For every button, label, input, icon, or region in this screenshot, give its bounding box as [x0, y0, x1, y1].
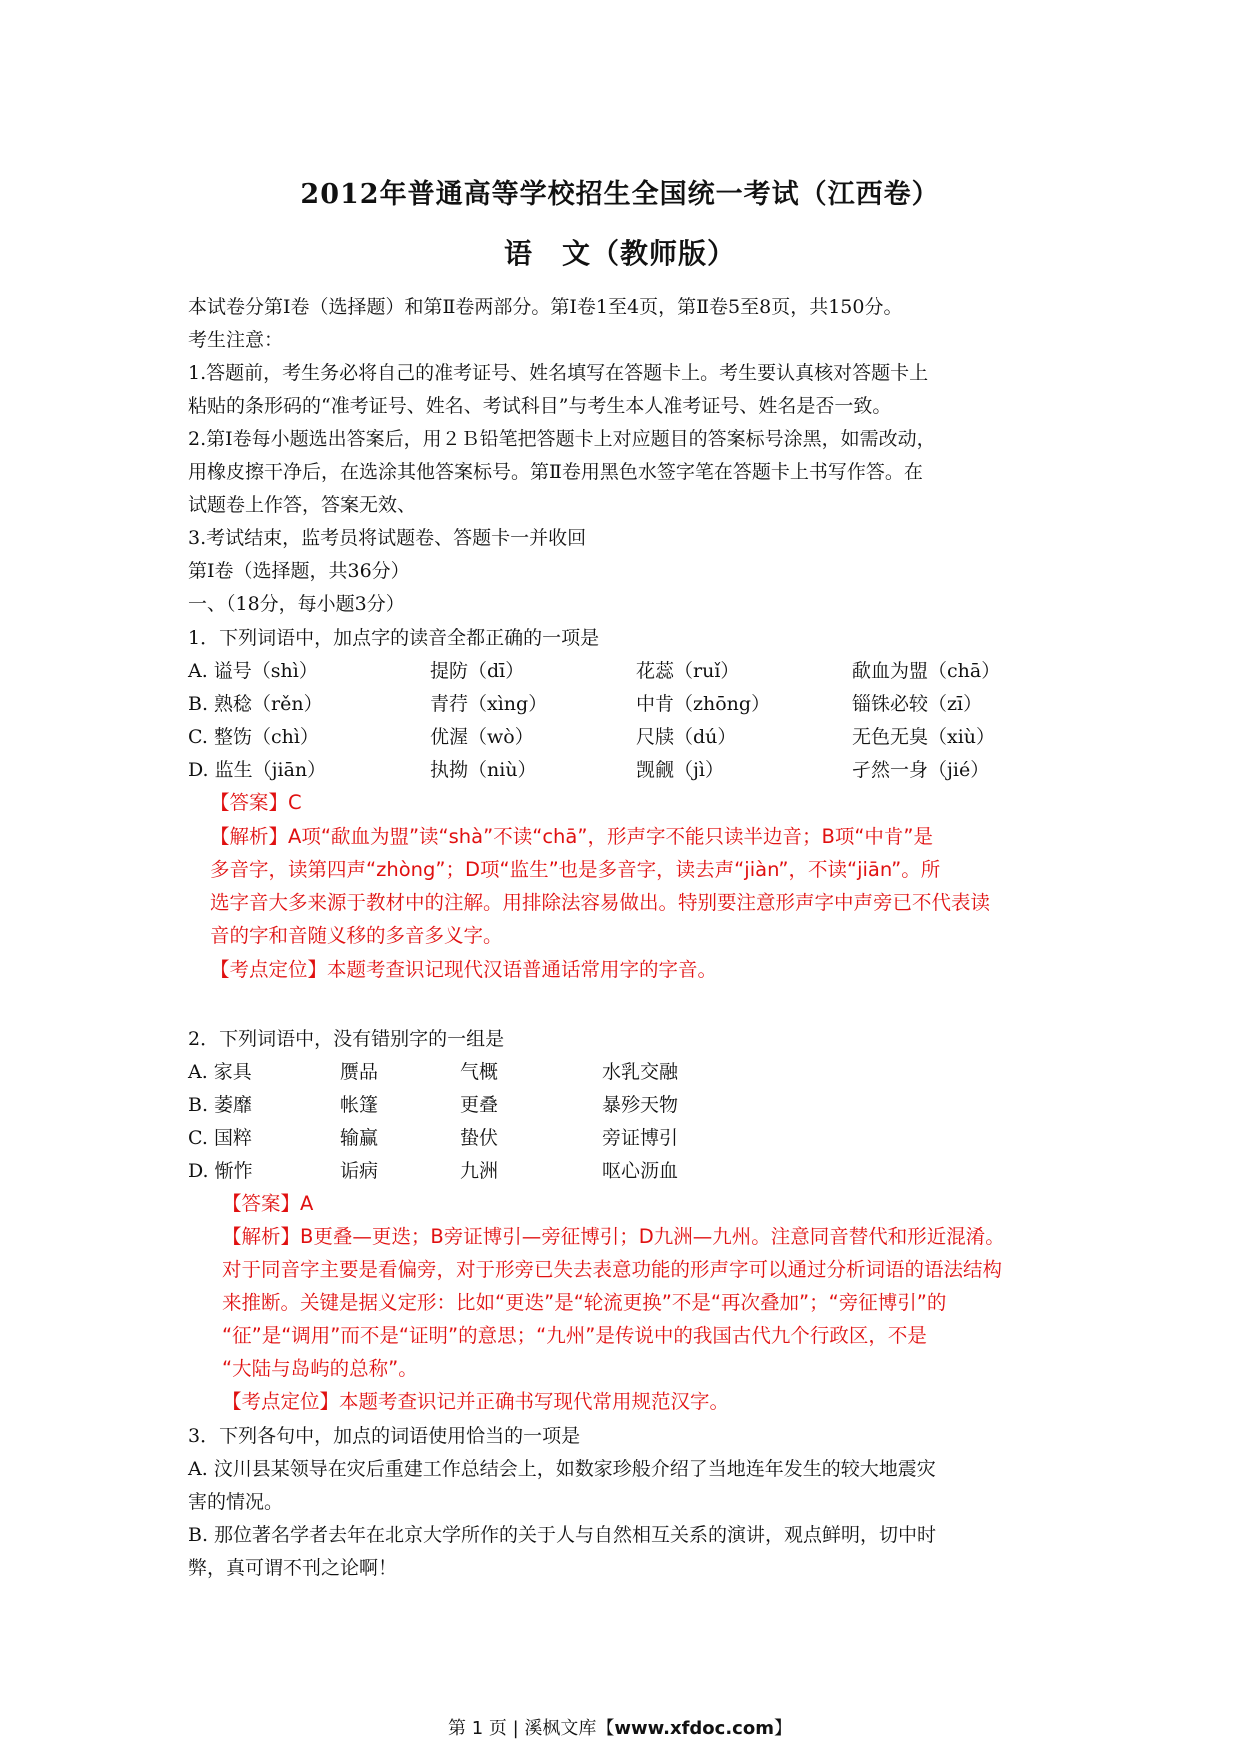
option-cell: A. 谥号（shì）	[188, 660, 318, 682]
footer-page-label: 第 1 页 | 溪枫文库【	[448, 1718, 615, 1739]
exam-subtitle: 语 文（教师版）	[503, 237, 736, 270]
option-cell: 水乳交融	[602, 1061, 679, 1083]
option-line: 弊，真可谓不刊之论啊！	[188, 1557, 398, 1579]
option-cell: B. 萎靡	[188, 1094, 253, 1116]
option-cell: 歃血为盟（chā）	[852, 660, 1001, 682]
intro-line: 用橡皮擦干净后，在选涂其他答案标号。第Ⅱ卷用黑色水签字笔在答题卡上书写作答。在	[188, 461, 923, 483]
section-heading: 一、（18分，每小题3分）	[188, 593, 405, 615]
option-cell: 尺牍（dú）	[636, 726, 737, 748]
option-cell: 优渥（wò）	[430, 726, 534, 748]
analysis-line: “大陆与岛屿的总称”。	[222, 1357, 418, 1380]
analysis-line: 来推断。关键是据义定形：比如“更迭”是“轮流更换”不是“再次叠加”；“旁征博引”的	[222, 1291, 947, 1314]
option-cell: 锱铢必较（zī）	[852, 693, 983, 715]
option-cell: A. 家具	[188, 1061, 252, 1083]
option-cell: 中肯（zhōng）	[636, 693, 771, 715]
option-cell: 九洲	[460, 1160, 499, 1182]
option-cell: C. 整饬（chì）	[188, 726, 319, 748]
footer-url[interactable]: www.xfdoc.com	[614, 1718, 774, 1739]
intro-line: 2.第Ⅰ卷每小题选出答案后，用２Ｂ铅笔把答题卡上对应题目的答案标号涂黑，如需改动，	[188, 428, 936, 450]
option-cell: 呕心沥血	[602, 1160, 679, 1182]
option-cell: D. 惭怍	[188, 1160, 253, 1182]
option-cell: 气概	[460, 1061, 499, 1083]
key-point: 【考点定位】本题考查识记并正确书写现代常用规范汉字。	[222, 1390, 730, 1413]
option-cell: 暴殄天物	[602, 1094, 679, 1116]
option-cell: 提防（dī）	[430, 660, 525, 682]
analysis-line: 【解析】B更叠—更迭；B旁证博引—旁征博引；D九洲—九州。注意同音替代和形近混淆。	[222, 1225, 1005, 1248]
exam-title: 2012年普通高等学校招生全国统一考试（江西卷）	[300, 179, 940, 210]
option-cell: C. 国粹	[188, 1127, 252, 1149]
option-line: B. 那位著名学者去年在北京大学所作的关于人与自然相互关系的演讲，观点鲜明，切中时	[188, 1524, 937, 1546]
intro-line: 粘贴的条形码的“准考证号、姓名、考试科目”与考生本人准考证号、姓名是否一致。	[188, 395, 892, 417]
answer-text: 【答案】C	[210, 791, 302, 814]
option-cell: 诟病	[340, 1160, 379, 1182]
intro-line: 3.考试结束，监考员将试题卷、答题卡一并收回	[188, 527, 587, 549]
option-cell: 蛰伏	[460, 1127, 499, 1149]
intro-line: 考生注意：	[188, 329, 284, 351]
analysis-line: 多音字，读第四声“zhòng”；D项“监生”也是多音字，读去声“jiàn”，不读“jiān”。所	[210, 858, 941, 881]
key-point: 【考点定位】本题考查识记现代汉语普通话常用字的字音。	[210, 958, 718, 981]
option-line: A. 汶川县某领导在灾后重建工作总结会上，如数家珍般介绍了当地连年发生的较大地震灾	[188, 1458, 936, 1480]
option-cell: 青荇（xìng）	[430, 693, 548, 715]
option-cell: 赝品	[340, 1061, 379, 1083]
section-heading: 第Ⅰ卷（选择题，共36分）	[188, 560, 410, 582]
intro-line: 试题卷上作答，答案无效、	[188, 494, 417, 516]
intro-line: 1.答题前，考生务必将自己的准考证号、姓名填写在答题卡上。考生要认真核对答题卡上	[188, 362, 929, 384]
analysis-line: 【解析】A项“歃血为盟”读“shà”不读“chā”，形声字不能只读半边音；B项“中肯”是	[210, 825, 934, 848]
option-cell: 帐篷	[340, 1094, 379, 1116]
option-cell: 觊觎（jì）	[636, 759, 724, 781]
question-stem: 3．下列各句中，加点的词语使用恰当的一项是	[188, 1425, 581, 1447]
analysis-line: “征”是“调用”而不是“证明”的意思；“九州”是传说中的我国古代九个行政区，不是	[222, 1324, 927, 1347]
option-cell: 更叠	[460, 1094, 499, 1116]
analysis-line: 对于同音字主要是看偏旁，对于形旁已失去表意功能的形声字可以通过分析词语的语法结构	[222, 1258, 1003, 1281]
answer-text: 【答案】A	[222, 1192, 314, 1215]
option-cell: 执拗（niù）	[430, 759, 537, 781]
option-cell: 孑然一身（jié）	[852, 759, 990, 781]
page-footer	[0, 1714, 1240, 1740]
option-cell: 花蕊（ruǐ）	[636, 660, 740, 682]
analysis-line: 音的字和音随义移的多音多义字。	[210, 924, 503, 947]
question-stem: 2．下列词语中，没有错别字的一组是	[188, 1028, 505, 1050]
option-cell: B. 熟稔（rěn）	[188, 693, 323, 715]
option-cell: 输赢	[340, 1127, 379, 1149]
intro-line: 本试卷分第Ⅰ卷（选择题）和第Ⅱ卷两部分。第Ⅰ卷1至4页，第Ⅱ卷5至8页，共150分。	[188, 296, 903, 318]
option-cell: D. 监生（jiān）	[188, 759, 327, 781]
footer-end: 】	[773, 1718, 792, 1739]
option-cell: 无色无臭（xiù）	[852, 726, 996, 748]
question-stem: 1．下列词语中，加点字的读音全都正确的一项是	[188, 627, 600, 649]
option-line: 害的情况。	[188, 1491, 284, 1513]
option-cell: 旁证博引	[602, 1127, 679, 1149]
analysis-line: 选字音大多来源于教材中的注解。用排除法容易做出。特别要注意形声字中声旁已不代表读	[210, 891, 991, 914]
